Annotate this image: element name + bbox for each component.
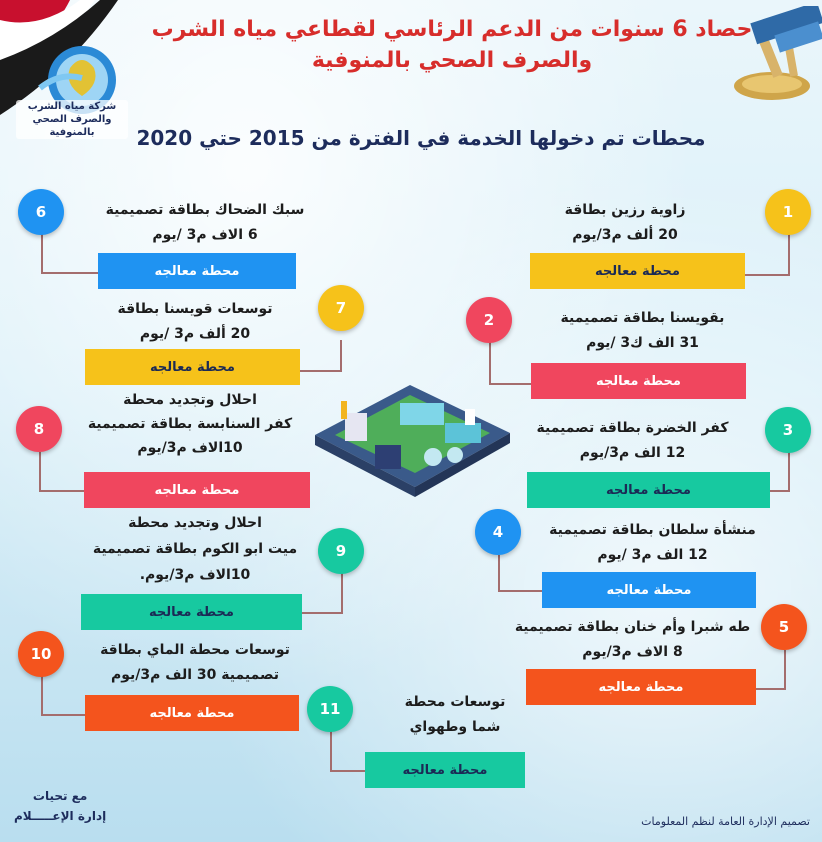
connector-11 bbox=[330, 730, 367, 772]
station-8-bar: محطة معالجه bbox=[84, 472, 310, 508]
station-4-description bbox=[525, 518, 780, 568]
title-line1: حصاد 6 سنوات من الدعم الرئاسي لقطاعي مياه الشرب bbox=[151, 17, 753, 42]
station-8-badge: 8 bbox=[16, 406, 62, 452]
station-2-bar: محطة معالجه bbox=[531, 363, 746, 399]
station-11-line2: شما وطهواي bbox=[409, 719, 501, 735]
station-9-description bbox=[75, 510, 315, 588]
station-3-line1: كفر الخضرة بطاقة تصميمية bbox=[536, 420, 729, 436]
logo-text-line1: شركة مياه الشرب bbox=[27, 101, 117, 112]
station-11-description bbox=[370, 690, 540, 740]
station-6-description bbox=[80, 198, 330, 248]
station-1-line1: زاوية رزين بطاقة bbox=[564, 202, 686, 218]
station-7-badge: 7 bbox=[318, 285, 364, 331]
station-7-line1: توسعات قويسنا بطاقة bbox=[117, 301, 273, 317]
station-3-description bbox=[505, 416, 760, 466]
station-11-badge: 11 bbox=[307, 686, 353, 732]
station-8-line1: احلال وتجديد محطة bbox=[123, 392, 257, 408]
connector-3 bbox=[770, 452, 790, 492]
station-5-line2: 8 الاف م3/يوم bbox=[582, 644, 683, 660]
title-line2: والصرف الصحي بالمنوفية bbox=[311, 48, 593, 73]
station-5-bar: محطة معالجه bbox=[526, 669, 756, 705]
station-6-bar: محطة معالجه bbox=[98, 253, 296, 289]
station-11-bar: محطة معالجه bbox=[365, 752, 525, 788]
station-1-bar: محطة معالجه bbox=[530, 253, 745, 289]
connector-5 bbox=[756, 650, 786, 690]
station-8-description bbox=[70, 388, 310, 460]
greeting-line1: مع تحيات bbox=[32, 789, 88, 803]
station-4-badge: 4 bbox=[475, 509, 521, 555]
station-1-line2: 20 ألف م3/يوم bbox=[572, 227, 678, 243]
station-5-badge: 5 bbox=[761, 604, 807, 650]
station-1-badge: 1 bbox=[765, 189, 811, 235]
station-5-line1: طه شبرا وأم خنان بطاقة تصميمية bbox=[514, 619, 751, 635]
station-9-line1: احلال وتجديد محطة bbox=[128, 515, 262, 531]
station-5-description bbox=[505, 615, 760, 665]
station-8-line3: 10الاف م3/يوم bbox=[137, 440, 243, 456]
station-9-line2: ميت ابو الكوم بطاقة تصميمية bbox=[92, 541, 298, 557]
station-3-line2: 12 الف م3/يوم bbox=[579, 445, 686, 461]
logo-text-line2: والصرف الصحي بالمنوفية bbox=[32, 114, 112, 138]
page-subtitle: محطات تم دخولها الخدمة في الفترة من 2015 حتي 2020 bbox=[136, 126, 706, 150]
station-2-line1: بقويسنا بطاقة تصميمية bbox=[560, 310, 725, 326]
station-7-description bbox=[75, 297, 315, 347]
station-4-line1: منشأة سلطان بطاقة تصميمية bbox=[549, 522, 756, 538]
connector-1 bbox=[745, 234, 790, 276]
station-1-description bbox=[510, 198, 740, 248]
treatment-plant-illustration bbox=[305, 365, 520, 500]
station-10-badge: 10 bbox=[18, 631, 64, 677]
station-2-badge: 2 bbox=[466, 297, 512, 343]
station-10-description bbox=[75, 638, 315, 688]
station-11-line1: توسعات محطة bbox=[404, 694, 506, 710]
station-6-line1: سبك الضحاك بطاقة تصميمية bbox=[105, 202, 305, 218]
station-9-line3: 10الاف م3/يوم. bbox=[139, 567, 251, 583]
station-9-bar: محطة معالجه bbox=[81, 594, 302, 630]
station-6-badge: 6 bbox=[18, 189, 64, 235]
station-10-line1: توسعات محطة الماي بطاقة bbox=[100, 642, 290, 658]
station-7-bar: محطة معالجه bbox=[85, 349, 300, 385]
station-10-bar: محطة معالجه bbox=[85, 695, 299, 731]
designer-credit: تصميم الإدارة العامة لنظم المعلومات bbox=[641, 815, 810, 828]
station-7-line2: 20 ألف م3 /يوم bbox=[139, 326, 251, 342]
station-3-badge: 3 bbox=[765, 407, 811, 453]
station-4-line2: 12 الف م3 /يوم bbox=[597, 547, 708, 563]
station-4-bar: محطة معالجه bbox=[542, 572, 756, 608]
station-2-description bbox=[520, 306, 765, 356]
station-8-line2: كفر السنابسة بطاقة تصميمية bbox=[87, 416, 293, 432]
station-9-badge: 9 bbox=[318, 528, 364, 574]
station-6-line2: 6 الاف م3 /يوم bbox=[152, 227, 258, 243]
page-title bbox=[142, 14, 762, 76]
station-10-line2: تصميمية 30 الف م3/يوم bbox=[110, 667, 280, 683]
station-3-bar: محطة معالجه bbox=[527, 472, 770, 508]
station-2-line2: 31 الف ك3 /يوم bbox=[586, 335, 699, 351]
greeting-line2: إدارة الإعـــــلام bbox=[14, 809, 107, 823]
media-greeting bbox=[14, 786, 106, 826]
